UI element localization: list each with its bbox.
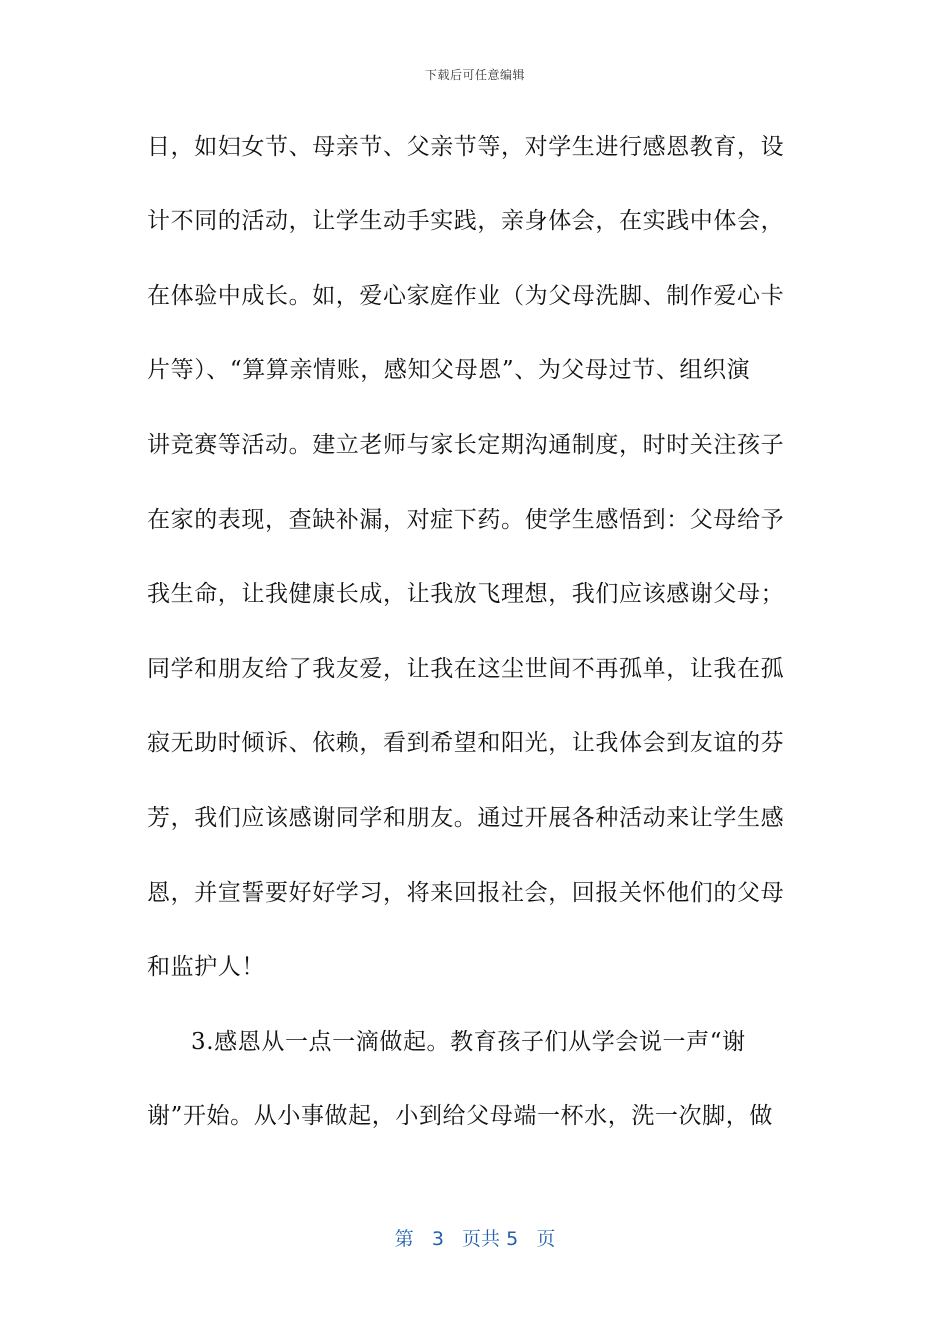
footer-label-of: 页共 [462,1228,501,1250]
text-line: 芳，我们应该感谢同学和朋友。通过开展各种活动来让学生感 [147,805,785,831]
text-line: 在家的表现，查缺补漏，对症下药。使学生感悟到：父母给予 [147,507,785,533]
text-line: 我生命，让我健康长成，让我放飞理想，我们应该感谢父母； [147,581,785,607]
text-line: 同学和朋友给了我友爱，让我在这尘世间不再孤单，让我在孤 [147,656,785,682]
text-line: 恩，并宣誓要好好学习，将来回报社会，回报关怀他们的父母 [147,880,785,906]
text-line: 片等）、“算算亲情账，感知父母恩”、为父母过节、组织演 [147,357,751,383]
text-line: 在体验中成长。如，爱心家庭作业（为父母洗脚、制作爱心卡 [147,283,785,309]
footer-label-end: 页 [536,1228,556,1250]
text-line: 日，如妇女节、母亲节、父亲节等，对学生进行感恩教育，设 [147,134,785,160]
footer-label-page: 第 [394,1228,414,1250]
text-line: 和监护人！ [147,954,265,980]
text-line: 讲竞赛等活动。建立老师与家长定期沟通制度，时时关注孩子 [147,432,785,458]
page-footer [0,1224,950,1251]
text-line: 计不同的活动，让学生动手实践，亲身体会，在实践中体会， [147,208,785,234]
text-line: 3.感恩从一点一滴做起。教育孩子们从学会说一声“谢 [191,1029,746,1055]
text-line: 谢”开始。从小事做起，小到给父母端一杯水，洗一次脚，做 [147,1103,773,1129]
text-line: 寂无助时倾诉、依赖，看到希望和阳光，让我体会到友谊的芬 [147,730,785,756]
page-header: 下载后可任意编辑 [424,68,525,82]
footer-current-page: 3 [431,1228,444,1250]
footer-total-pages: 5 [506,1228,519,1250]
